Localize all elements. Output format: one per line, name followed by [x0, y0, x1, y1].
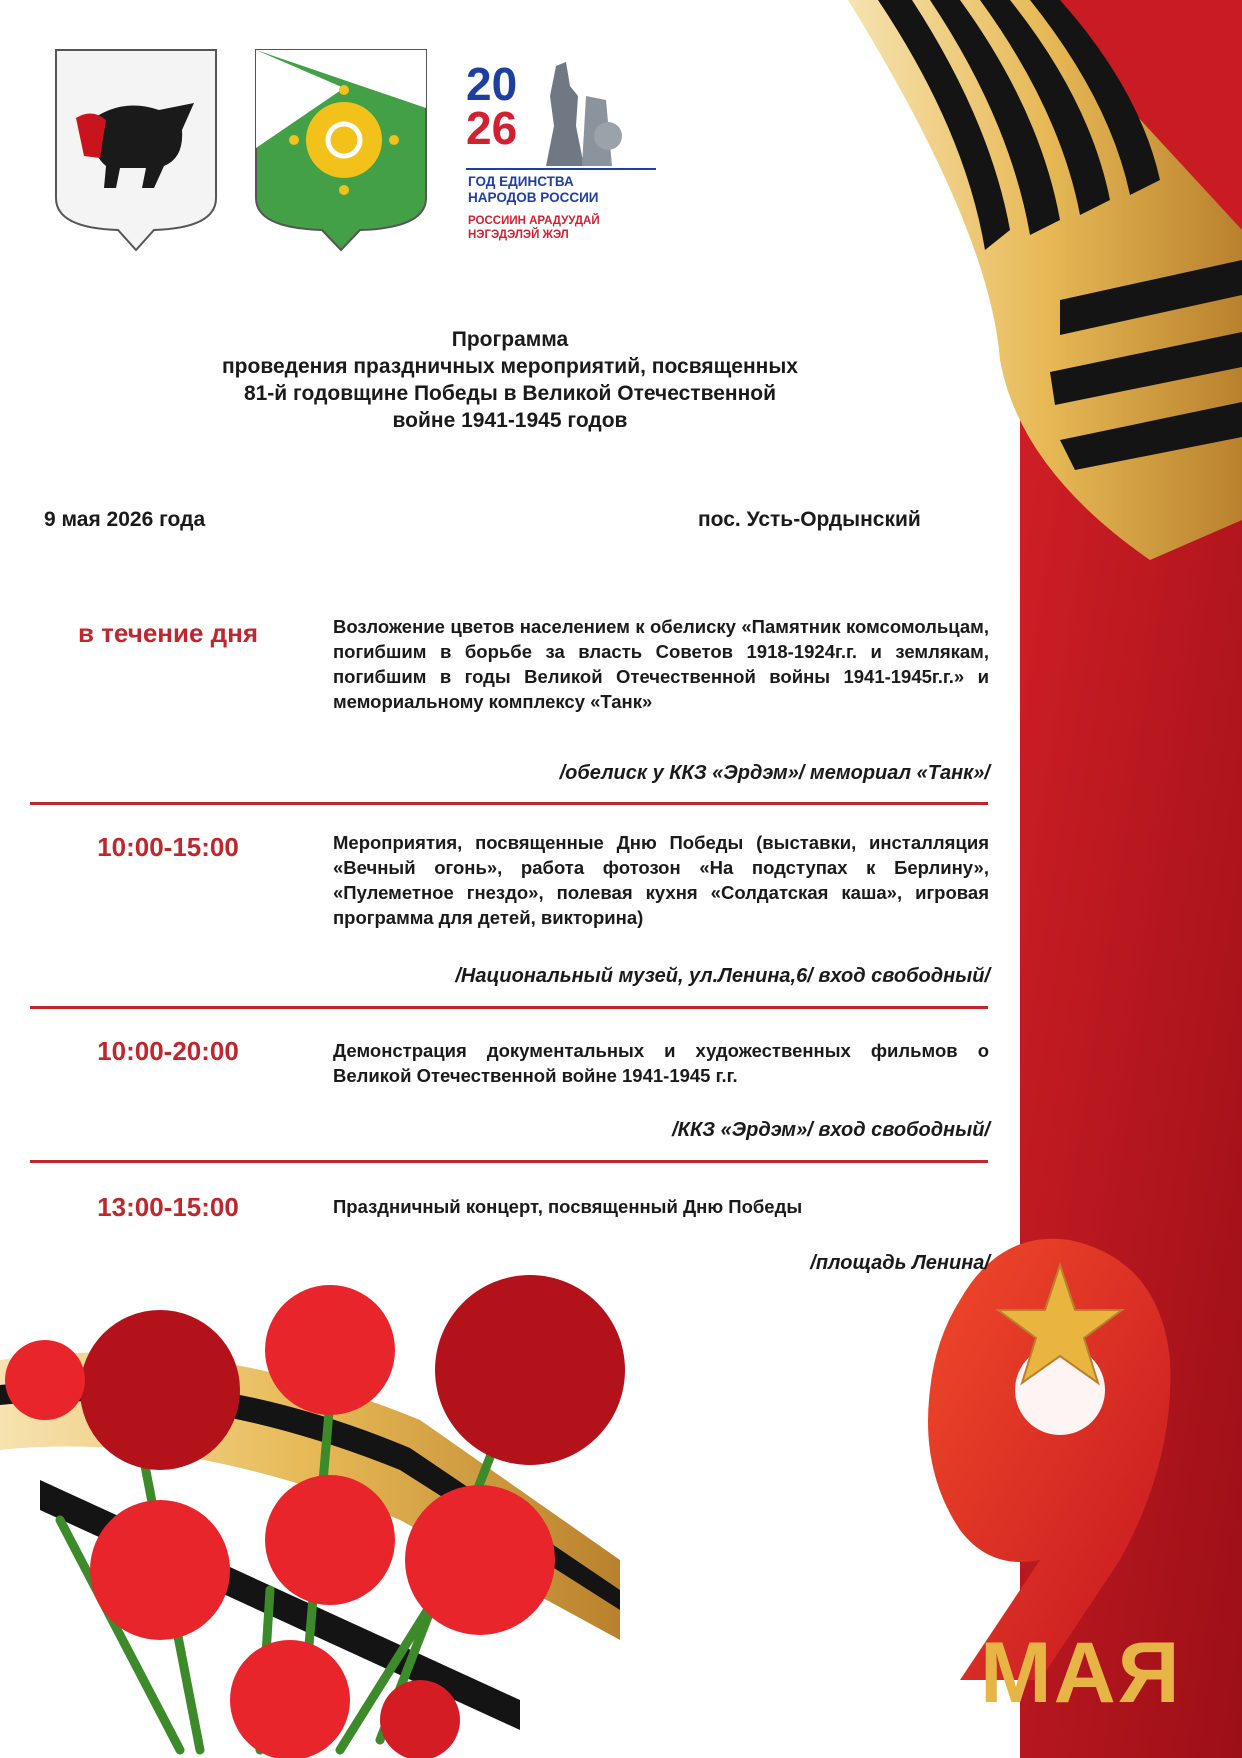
- carnation-icon: [5, 1340, 85, 1420]
- event-place: пос. Усть-Ордынский: [698, 508, 921, 531]
- event-location: /площадь Ленина/: [810, 1252, 990, 1274]
- program-title: [120, 326, 900, 434]
- month-label: МАЯ: [980, 1625, 1182, 1721]
- carnation-icon: [80, 1310, 240, 1470]
- title-line-1: Программа: [451, 328, 569, 351]
- logo-year-bottom: 26: [466, 102, 518, 154]
- logo-line3: РОССИИН АРАДУУДАЙ: [468, 215, 600, 227]
- section-divider: [30, 802, 988, 805]
- carnation-icon: [405, 1485, 555, 1635]
- event-description: Демонстрация документальных и художественных фильмов о Великой Отечественной войне 1941-1945 г.г.: [333, 1040, 989, 1086]
- logo-line2: НАРОДОВ РОССИИ: [468, 190, 599, 205]
- event-location: /ККЗ «Эрдэм»/ вход свободный/: [672, 1119, 990, 1141]
- event-time: 13:00-15:00: [97, 1192, 239, 1222]
- monument-icon: [526, 56, 626, 166]
- event-time: 10:00-15:00: [97, 832, 239, 862]
- title-line-3: 81-й годовщине Победы в Великой Отечественной: [243, 382, 777, 405]
- carnation-icon: [265, 1285, 395, 1415]
- carnation-icon: [265, 1475, 395, 1605]
- event-description: Возложение цветов населением к обелиску «Памятник комсомольцам, погибшим в борьбе за власть Советов 1918-1924г.г. и землякам, погибшим в годы Великой Отечественной войны 1941-1945г.г.» и мемориальному комплексу «Танк»: [333, 616, 989, 712]
- event-time: 10:00-20:00: [97, 1036, 239, 1066]
- logo-line1: ГОД ЕДИНСТВА: [468, 174, 574, 189]
- carnations-decoration: [0, 1270, 640, 1758]
- section-divider: [30, 1006, 988, 1009]
- event-description: Мероприятия, посвященные Дню Победы (выставки, инсталляция «Вечный огонь», работа фотозон «На подступах к Берлину», «Пулеметное гнездо», полевая кухня «Солдатская каша», игровая программа для детей, викторина): [333, 832, 989, 928]
- event-date: 9 мая 2026 года: [44, 508, 206, 531]
- event-location: /обелиск у ККЗ «Эрдэм»/ мемориал «Танк»/: [559, 762, 990, 784]
- carnation-icon: [90, 1500, 230, 1640]
- event-location: /Национальный музей, ул.Ленина,6/ вход свободный/: [455, 965, 990, 987]
- title-line-2: проведения праздничных мероприятий, посвященных: [222, 355, 798, 378]
- section-divider: [30, 1160, 988, 1163]
- carnation-icon: [230, 1640, 350, 1758]
- carnation-icon: [435, 1275, 625, 1465]
- logo-line4: НЭГЭДЭЛЭЙ ЖЭЛ: [468, 229, 569, 241]
- logo-year-top: 20: [466, 58, 518, 110]
- irkutsk-coat-of-arms-icon: [54, 48, 218, 252]
- event-time: в течение дня: [77, 618, 259, 648]
- district-coat-of-arms-icon: [254, 48, 428, 252]
- carnation-icon: [380, 1680, 460, 1758]
- year-of-unity-logo: [466, 56, 656, 256]
- event-description: Праздничный концерт, посвященный Дню Победы: [333, 1196, 803, 1217]
- title-line-4: войне 1941-1945 годов: [392, 409, 628, 432]
